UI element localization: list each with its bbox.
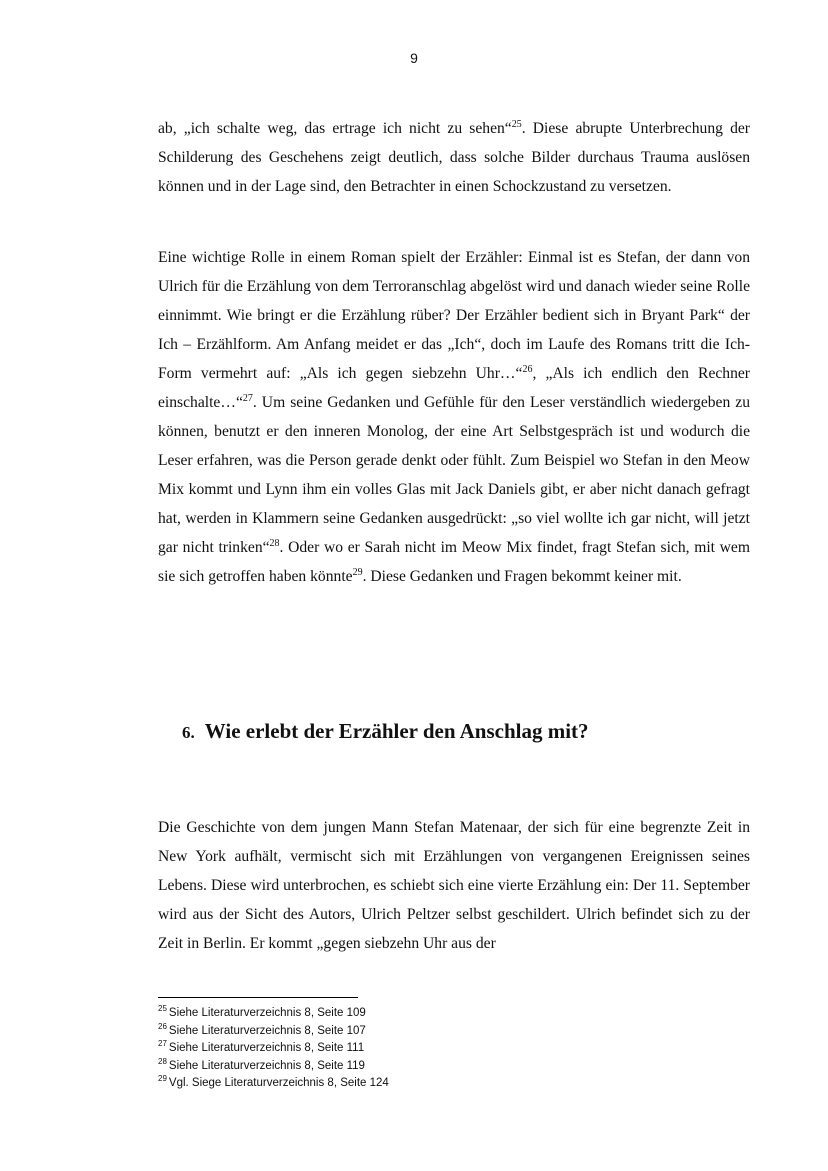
- footnote-text: Siehe Literaturverzeichnis 8, Seite 119: [168, 1059, 365, 1072]
- body-paragraph: [158, 243, 750, 591]
- footnote-divider: [158, 997, 358, 998]
- footnote: [158, 1023, 758, 1041]
- paragraph-text: . Diese Gedanken und Fragen bekommt keiner mit.: [362, 568, 682, 585]
- section-heading: [182, 719, 589, 744]
- footnote-text: Siehe Literaturverzeichnis 8, Seite 107: [168, 1024, 366, 1037]
- footnote-number: 29: [158, 1074, 167, 1084]
- footnote: [158, 1040, 758, 1058]
- footnotes-list: [158, 1005, 758, 1093]
- footnote: [158, 1005, 758, 1023]
- footnote: [158, 1058, 758, 1076]
- footnote-reference: 26: [522, 363, 533, 375]
- footnote-text: Vgl. Siege Literaturverzeichnis 8, Seite 124: [168, 1077, 389, 1089]
- footnote-number: 26: [158, 1021, 167, 1031]
- footnote-reference: 29: [352, 566, 363, 578]
- footnote: [158, 1075, 758, 1093]
- footnote-number: 27: [158, 1039, 167, 1049]
- footnote-reference: 28: [269, 537, 280, 549]
- footnote-text: Siehe Literaturverzeichnis 8, Seite 111: [168, 1042, 365, 1054]
- section-paragraph: Die Geschichte von dem jungen Mann Stefan Matenaar, der sich für eine begrenzte Zeit in New York aufhält, vermischt sich mit Erzählungen von vergangenen Ereignissen seines Lebens. Diese wird unterbrochen, es schiebt sich eine vierte Erzählung ein: Der 11. September wird aus der Sicht des Autors, Ulrich Peltzer selbst geschildert. Ulrich befindet sich zu der Zeit in Berlin. Er kommt „gegen siebzehn Uhr aus der: [158, 819, 750, 952]
- footnote-reference: 25: [511, 118, 522, 130]
- page-number: 9: [410, 50, 418, 66]
- paragraph-text: , „Als ich endlich den Rechner einschalte…“: [158, 365, 750, 411]
- footnote-text: Siehe Literaturverzeichnis 8, Seite 109: [168, 1007, 366, 1019]
- paragraph-text: Eine wichtige Rolle in einem Roman spielt der Erzähler: Einmal ist es Stefan, der dann von Ulrich für die Erzählung von dem Terroranschlag abgelöst wird und danach wieder seine Rolle einnimmt. Wie bringt er die Erzählung rüber? Der Erzähler bedient sich in Bryant Park“ der Ich – Erzählform. Am Anfang meidet er das „Ich“, doch im Laufe des Romans tritt die Ich- Form vermehrt auf: „Als ich gegen siebzehn Uhr…“: [158, 249, 750, 382]
- section-number: 6.: [182, 723, 195, 742]
- paragraph-text: ab, „ich schalte weg, das ertrage ich nicht zu sehen“: [158, 120, 512, 137]
- paragraph-text: . Um seine Gedanken und Gefühle für den Leser verständlich wiedergeben zu können, benutzt er den inneren Monolog, der eine Art Selbstgespräch ist und wodurch die Leser erfahren, was die Person gerade denkt oder fühlt. Zum Beispiel wo Stefan in den Meow Mix kommt und Lynn ihm ein volles Glas mit Jack Daniels gibt, er aber nicht danach gefragt hat, werden in Klammern seine Gedanken ausgedrückt: „so viel wollte ich gar nicht, will jetzt gar nicht trinken“: [158, 394, 750, 556]
- paragraph-text: . Diese abrupte Unterbrechung der Schilderung des Geschehens zeigt deutlich, dass solche Bilder durchaus Trauma auslösen können und in der Lage sind, den Betrachter in einen Schockzustand zu versetzen.: [158, 120, 750, 195]
- paragraph-text: . Oder wo er Sarah nicht im Meow Mix findet, fragt Stefan sich, mit wem sie sich getroffen haben könnte: [158, 539, 750, 585]
- body-paragraph: [158, 114, 750, 201]
- footnote-reference: 27: [242, 392, 253, 404]
- footnote-number: 25: [158, 1004, 167, 1014]
- footnote-number: 28: [158, 1056, 167, 1066]
- section-title: Wie erlebt der Erzähler den Anschlag mit?: [204, 719, 589, 743]
